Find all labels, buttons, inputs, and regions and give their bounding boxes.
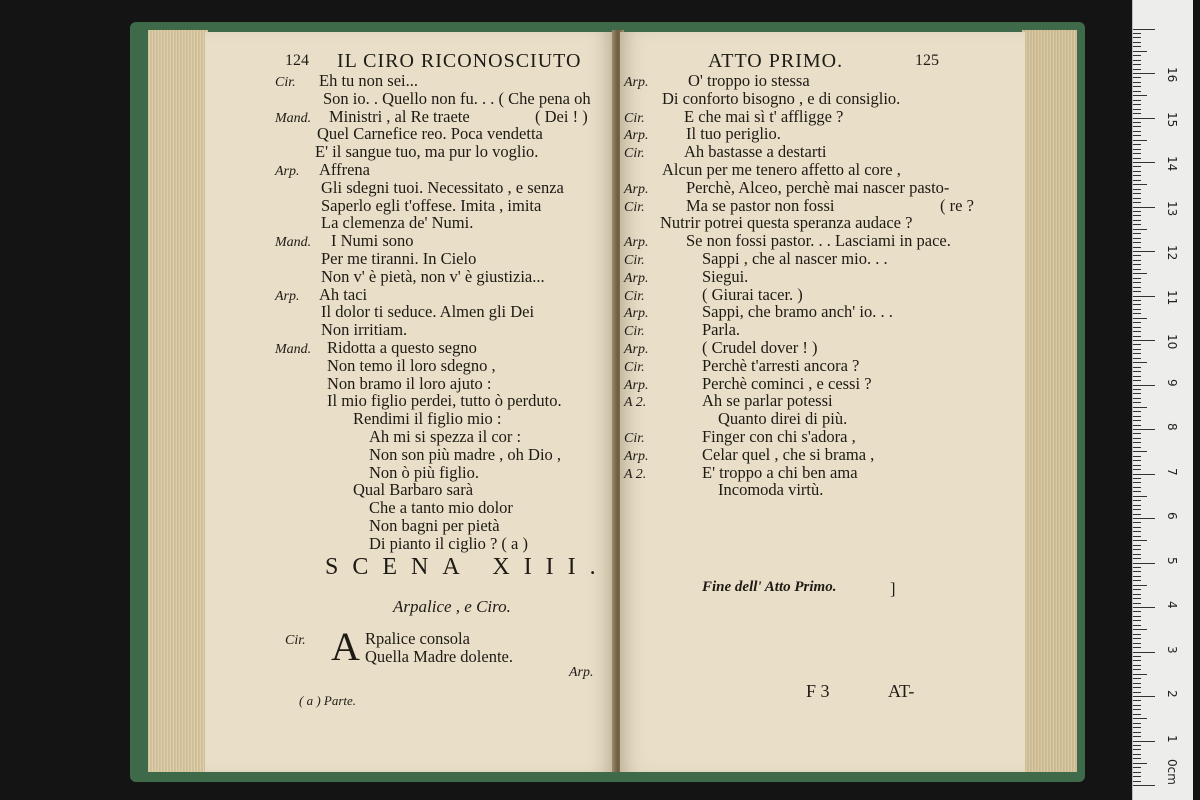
speaker-label: Arp. [624,75,649,90]
ruler-tick [1133,478,1141,479]
ruler-tick [1133,425,1141,426]
verse-line: Ah taci [319,284,368,304]
ruler-tick [1133,126,1141,127]
ruler-tick [1133,554,1141,555]
ruler-tick [1133,380,1141,381]
ruler-tick [1133,91,1141,92]
ruler-tick [1133,474,1155,475]
ruler-tick [1133,469,1141,470]
verse-line: Ah bastasse a destarti [684,142,827,162]
ruler-tick [1133,247,1141,248]
speaker-label: Arp. [624,128,649,144]
ruler-tick [1133,202,1141,203]
ruler-tick [1133,144,1141,145]
ruler-tick [1133,509,1141,510]
ruler-label: 12 [1165,245,1179,261]
ruler-tick [1133,229,1147,230]
ruler-tick [1133,567,1141,568]
ruler-tick [1133,113,1141,114]
verse-line: Celar quel , che si brama , [702,444,875,464]
ruler-tick [1133,531,1141,532]
ruler-tick [1133,736,1141,737]
ruler-tick [1133,251,1155,252]
ruler-tick [1133,638,1141,639]
verse-line: Saperlo egli t'offese. Imita , imita [321,195,542,215]
speaker-label: Arp. [624,306,649,322]
ruler-tick [1133,180,1141,181]
ruler-tick [1133,585,1147,586]
speaker-label: Mand. [275,342,312,357]
ruler-tick [1133,656,1141,657]
ruler-tick [1133,545,1141,546]
ruler-tick [1133,714,1141,715]
ruler-tick [1133,37,1141,38]
ruler-tick [1133,73,1155,74]
ruler-tick [1133,687,1141,688]
right-page [620,32,1025,772]
ruler-tick [1133,745,1141,746]
ruler-tick [1133,149,1141,150]
ruler-tick [1133,491,1141,492]
ruler-tick [1133,69,1141,70]
ruler-tick [1133,55,1141,56]
verse-line: Finger con chi s'adora , [702,427,856,446]
catchword: AT- [888,681,915,701]
ruler-tick [1133,349,1141,350]
ruler-tick [1133,465,1141,466]
verse-line: Per me tiranni. In Cielo [321,249,477,268]
ruler-tick [1133,563,1155,564]
ruler-tick [1133,211,1141,212]
speaker-label: Cir. [624,288,645,304]
verse-line: Ah se parlar potessi [702,391,833,411]
scene-line: Rpalice consola [365,629,470,648]
ruler-tick [1133,118,1155,119]
ruler-tick [1133,33,1141,34]
verse-line: Il dolor ti seduce. Almen gli Dei [321,302,535,322]
verse-line: Ministri , al Re traete [329,106,470,126]
verse-line: Parla. [702,320,741,340]
right-running-header: ATTO PRIMO. [708,50,844,72]
ruler-tick [1133,763,1147,764]
ruler-tick [1133,264,1141,265]
ruler-tick [1133,772,1141,773]
ruler-tick [1133,233,1141,234]
ruler-tick [1133,300,1141,301]
ruler-tick [1133,732,1141,733]
ruler-tick [1133,242,1141,243]
verse-line: I Numi sono [331,231,414,251]
ruler-tick [1133,456,1141,457]
verse-line: Ah mi si spezza il cor : [369,427,522,446]
verse-line: Quel Carnefice reo. Poca vendetta [317,124,543,144]
ruler-tick [1133,576,1141,577]
ruler-tick [1133,607,1155,608]
ruler-tick [1133,100,1141,101]
ruler-tick [1133,358,1141,359]
ruler-tick [1133,51,1147,52]
ruler-tick [1133,64,1141,65]
speaker-label: Cir. [624,324,645,340]
verse-line: Sappi , che al nascer mio. . . [702,249,888,268]
ruler-tick [1133,402,1141,403]
catchword: Arp. [569,665,594,680]
ruler-tick [1133,411,1141,412]
ruler-label: 10 [1165,334,1179,350]
ruler-tick [1133,291,1141,292]
verse-line: La clemenza de' Numi. [321,213,474,233]
verse-line: Qual Barbaro sarà [353,480,474,500]
ruler-tick [1133,603,1141,604]
verse-line: ( Giurai tacer. ) [702,284,803,304]
verse-aside: ( re ? [940,195,974,215]
ruler-tick [1133,104,1141,105]
ruler-tick [1133,158,1141,159]
ruler-tick [1133,135,1141,136]
verse-aside: ( Dei ! ) [535,106,588,126]
act-end-note: Fine dell' Atto Primo. [702,579,837,595]
ruler-tick [1133,367,1141,368]
ruler-tick [1133,674,1147,675]
ruler-tick [1133,505,1141,506]
ruler-label: 5 [1165,556,1179,565]
ruler-tick [1133,362,1147,363]
ruler-tick [1133,273,1147,274]
ruler-tick [1133,175,1141,176]
ruler-tick [1133,82,1141,83]
ruler-tick [1133,260,1141,261]
ruler-tick [1133,269,1141,270]
page-edges-left [148,30,208,772]
ruler-tick [1133,42,1141,43]
ruler-tick [1133,429,1155,430]
speaker-label: Cir. [624,199,645,215]
ruler-tick [1133,665,1141,666]
ruler-tick [1133,580,1141,581]
ruler-tick [1133,611,1141,612]
ruler-tick [1133,184,1147,185]
page-edges-right [1022,30,1077,772]
ruler-tick [1133,781,1141,782]
ruler-label: 8 [1165,423,1179,431]
speaker-label: Arp. [275,288,300,304]
verse-line: Rendimi il figlio mio : [353,409,502,429]
verse-line: Ridotta a questo segno [327,338,477,357]
ruler-tick [1133,700,1141,701]
verse-line: Non bagni per pietà [369,516,500,535]
verse-line: Perchè t'arresti ancora ? [702,355,860,375]
ruler-tick [1133,487,1141,488]
ruler-tick [1133,255,1141,256]
speaker-label: Cir. [624,146,645,162]
ruler-label: 6 [1165,512,1179,520]
ruler-tick [1133,616,1141,617]
ruler-tick [1133,393,1141,394]
ruler-tick [1133,620,1141,621]
ruler-tick [1133,304,1141,305]
ruler-tick [1133,727,1141,728]
ruler-tick [1133,709,1141,710]
speaker-label: Arp. [624,270,649,286]
verse-line: Alcun per me tenero affetto al core , [662,160,901,179]
bracket-mark: ] [890,579,896,598]
ruler-tick [1133,669,1141,670]
speaker-label: Cir. [624,253,645,268]
ruler-tick [1133,331,1141,332]
verse-line: Ma se pastor non fossi [686,195,835,215]
speaker-label: Mand. [275,235,312,251]
ruler-tick [1133,287,1141,288]
verse-line: E' troppo a chi ben ama [702,462,858,482]
footnote: ( a ) Parte. [299,693,357,708]
ruler-tick [1133,749,1141,750]
ruler-label: 7 [1165,467,1179,476]
ruler-tick [1133,723,1141,724]
ruler-tick [1133,336,1141,337]
drop-cap: A [331,624,360,669]
verse-line: Non v' è pietà, non v' è giustizia... [321,266,545,286]
ruler-tick [1133,278,1141,279]
ruler-tick [1133,527,1141,528]
ruler-tick [1133,767,1141,768]
verse-line: Eh tu non sei... [319,71,418,90]
ruler-tick [1133,371,1141,372]
speaker-label: Cir. [624,110,645,126]
ruler-tick [1133,327,1141,328]
ruler-tick [1133,660,1141,661]
ruler-tick [1133,518,1155,519]
speaker-label: A 2. [624,466,647,482]
ruler-tick [1133,198,1141,199]
ruler-tick [1133,589,1141,590]
ruler-tick [1133,282,1141,283]
ruler-label: 0cm [1165,759,1179,785]
ruler-tick [1133,340,1155,341]
ruler-label: 15 [1165,111,1179,127]
ruler-tick [1133,60,1141,61]
verse-line: E che mai sì t' affligge ? [684,106,844,126]
speaker-label: Cir. [624,359,645,375]
ruler-tick [1133,313,1141,314]
ruler-tick [1133,171,1141,172]
ruler-tick [1133,407,1147,408]
ruler-tick [1133,189,1141,190]
verse-line: Non ò più figlio. [369,462,479,482]
signature-mark: F 3 [806,681,830,701]
ruler-tick [1133,571,1141,572]
ruler-tick [1133,598,1141,599]
ruler-tick [1133,309,1141,310]
verse-line: Son io. . Quello non fu. . . ( Che pena oh [323,88,591,108]
ruler-tick [1133,536,1141,537]
ruler-tick [1133,482,1141,483]
verse-line: O' troppo io stessa [688,71,810,90]
verse-line: Di conforto bisogno , e di consiglio. [662,88,901,108]
verse-line: Perchè cominci , e cessi ? [702,373,872,393]
ruler-tick [1133,318,1147,319]
speaker-label: Arp. [624,181,649,197]
speaker-label: Arp. [275,164,300,179]
right-page-number: 125 [915,52,939,69]
ruler-tick [1133,193,1141,194]
ruler-tick [1133,540,1147,541]
ruler-label: 11 [1165,289,1179,305]
verse-line: Affrena [319,160,370,179]
ruler-tick [1133,162,1155,163]
speaker-label: Arp. [624,448,649,464]
left-running-header: IL CIRO RICONOSCIUTO [337,50,582,72]
verse-line: Se non fossi pastor. . . Lasciami in pace. [686,231,951,251]
ruler-tick [1133,754,1141,755]
ruler-tick [1133,420,1141,421]
ruler-tick [1133,634,1141,635]
ruler-tick [1133,594,1141,595]
ruler-tick [1133,131,1141,132]
ruler-tick [1133,344,1141,345]
verse-line: Che a tanto mio dolor [369,498,513,518]
ruler-tick [1133,741,1155,742]
ruler-tick [1133,238,1141,239]
ruler-tick [1133,652,1155,653]
left-page [205,32,615,772]
ruler-tick [1133,207,1155,208]
ruler-tick [1133,438,1141,439]
ruler-tick [1133,220,1141,221]
verse-line: Il mio figlio perdei, tutto ò perduto. [327,391,562,411]
verse-line: Non bramo il loro ajuto : [327,373,492,393]
ruler-tick [1133,109,1141,110]
ruler-tick [1133,758,1141,759]
speaker-label: Cir. [285,633,306,648]
ruler-tick [1133,629,1147,630]
ruler-tick [1133,46,1141,47]
verse-line: Non son più madre , oh Dio , [369,444,562,464]
verse-line: Quanto direi di più. [718,409,848,429]
ruler-tick [1133,683,1141,684]
ruler-tick [1133,215,1141,216]
ruler-tick [1133,451,1147,452]
verse-line: Gli sdegni tuoi. Necessitato , e senza [321,177,564,197]
ruler-tick [1133,389,1141,390]
ruler-tick [1133,416,1141,417]
ruler-tick [1133,29,1155,30]
ruler-label: 9 [1165,378,1179,387]
verse-line: Siegui. [702,266,749,286]
speaker-label: Arp. [624,342,649,357]
ruler-tick [1133,122,1141,123]
ruler-tick [1133,140,1147,141]
ruler-label: 14 [1165,156,1179,172]
ruler-label: 2 [1165,690,1179,698]
speaker-label: Cir. [624,431,645,446]
ruler-tick [1133,500,1141,501]
ruler-tick [1133,296,1155,297]
ruler-tick [1133,385,1155,386]
verse-line: E' il sangue tuo, ma pur lo voglio. [315,142,539,162]
left-page-number: 124 [285,52,309,69]
ruler-label: 1 [1165,734,1179,743]
ruler-tick [1133,86,1141,87]
speaker-label: Cir. [275,75,296,90]
ruler-tick [1133,549,1141,550]
ruler-tick [1133,785,1155,786]
ruler-tick [1133,696,1155,697]
ruler-label: 3 [1165,645,1179,654]
verse-line: Non irritiam. [321,320,408,340]
verse-line: Non temo il loro sdegno , [327,355,496,375]
verse-line: Sappi, che bramo anch' io. . . [702,302,893,322]
verse-line: Nutrir potrei questa speranza audace ? [660,213,913,233]
ruler-tick [1133,322,1141,323]
ruler-tick [1133,705,1141,706]
ruler-tick [1133,678,1141,679]
measurement-ruler [1132,0,1193,800]
ruler-tick [1133,95,1147,96]
ruler-tick [1133,522,1141,523]
ruler-label: 16 [1165,67,1179,83]
ruler-tick [1133,433,1141,434]
scene-title: SCENA XIII. [325,554,610,580]
ruler-label: 4 [1165,601,1179,609]
verse-line: Incomoda virtù. [718,480,824,500]
ruler-tick [1133,376,1141,377]
ruler-tick [1133,353,1141,354]
verse-line: ( Crudel dover ! ) [702,338,818,357]
speaker-label: Arp. [624,235,649,251]
ruler-tick [1133,718,1147,719]
ruler-label: 13 [1165,200,1179,216]
ruler-tick [1133,398,1141,399]
verse-line: Perchè, Alceo, perchè mai nascer pasto- [686,177,950,197]
ruler-tick [1133,647,1141,648]
ruler-tick [1133,447,1141,448]
ruler-tick [1133,643,1141,644]
ruler-tick [1133,496,1147,497]
ruler-tick [1133,514,1141,515]
verse-line: Di pianto il ciglio ? ( a ) [369,533,528,553]
ruler-tick [1133,442,1141,443]
ruler-tick [1133,224,1141,225]
scene-characters: Arpalice , e Ciro. [393,597,511,616]
speaker-label: A 2. [624,395,647,411]
ruler-tick [1133,625,1141,626]
ruler-tick [1133,460,1141,461]
speaker-label: Arp. [624,377,649,393]
ruler-tick [1133,558,1141,559]
speaker-label: Mand. [275,110,312,126]
verse-line: Il tuo periglio. [686,124,781,144]
ruler-tick [1133,166,1141,167]
ruler-tick [1133,776,1141,777]
ruler-tick [1133,692,1141,693]
ruler-tick [1133,153,1141,154]
ruler-tick [1133,77,1141,78]
scene-line: Quella Madre dolente. [365,647,513,666]
